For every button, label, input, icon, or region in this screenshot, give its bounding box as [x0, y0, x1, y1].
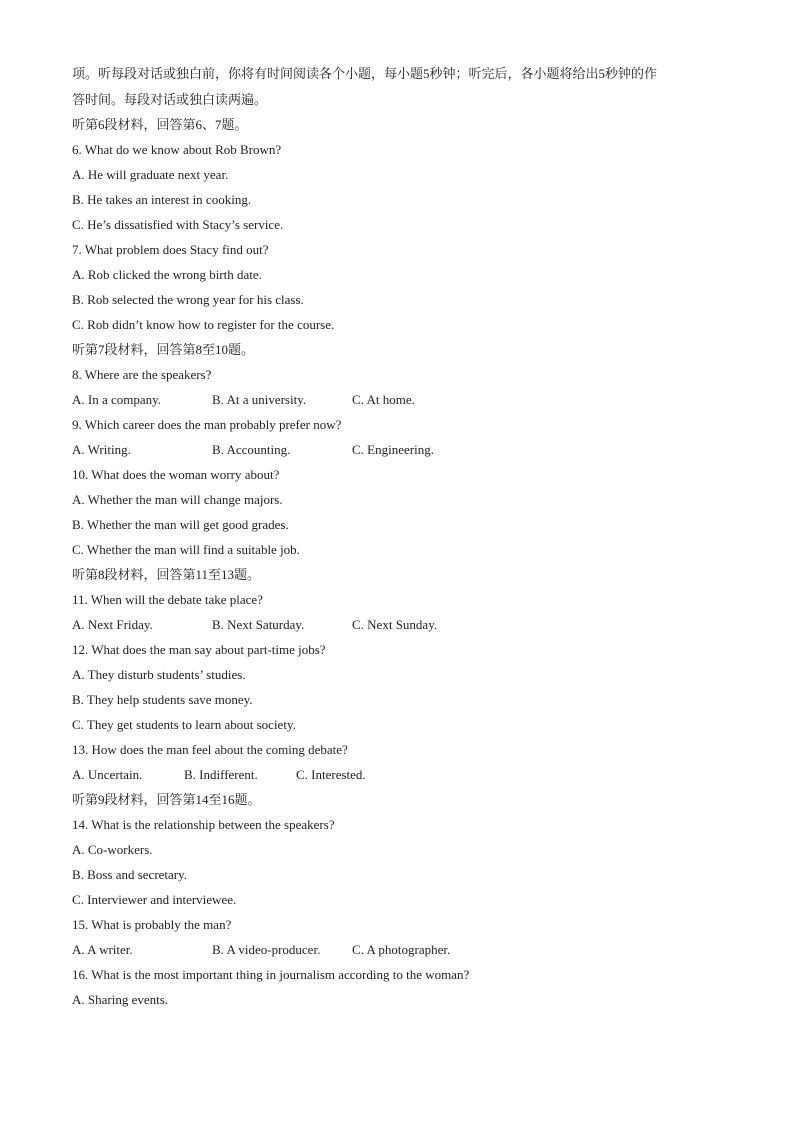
- question-13: 13. How does the man feel about the coming debate?: [72, 742, 348, 757]
- option-6a: A. He will graduate next year.: [72, 167, 229, 182]
- option-7b: B. Rob selected the wrong year for his class.: [72, 292, 304, 307]
- options-8: [72, 387, 732, 412]
- option-11a: A. Next Friday.: [72, 617, 153, 632]
- options-11: [72, 612, 732, 637]
- section-heading-6: 听第6段材料，回答第6、7题。: [72, 117, 248, 132]
- options-15: [72, 937, 732, 962]
- option-9a: A. Writing.: [72, 442, 131, 457]
- options-13: [72, 762, 732, 787]
- option-16a: A. Sharing events.: [72, 992, 169, 1007]
- option-13b: B. Indifferent.: [184, 767, 258, 782]
- option-14c: C. Interviewer and interviewee.: [72, 892, 237, 907]
- option-14b: B. Boss and secretary.: [72, 867, 188, 882]
- option-8b: B. At a university.: [212, 392, 307, 407]
- section-heading-8: 听第8段材料，回答第11至13题。: [72, 567, 261, 582]
- question-6: 6. What do we know about Rob Brown?: [72, 142, 282, 157]
- option-13a: A. Uncertain.: [72, 767, 143, 782]
- instructions-line-1: 项。听每段对话或独白前，你将有时间阅读各个小题，每小题5秒钟；听完后，各小题将给出5秒钟的作: [72, 66, 658, 81]
- option-10c: C. Whether the man will find a suitable job.: [72, 542, 300, 557]
- option-11b: B. Next Saturday.: [212, 617, 305, 632]
- option-14a: A. Co-workers.: [72, 842, 153, 857]
- question-8: 8. Where are the speakers?: [72, 367, 212, 382]
- option-12a: A. They disturb students’ studies.: [72, 667, 246, 682]
- question-10: 10. What does the woman worry about?: [72, 467, 280, 482]
- option-7a: A. Rob clicked the wrong birth date.: [72, 267, 262, 282]
- section-heading-7: 听第7段材料，回答第8至10题。: [72, 342, 255, 357]
- option-7c: C. Rob didn’t know how to register for the course.: [72, 317, 335, 332]
- instructions-line-2: 答时间。每段对话或独白读两遍。: [72, 92, 268, 107]
- option-9b: B. Accounting.: [212, 442, 291, 457]
- question-12: 12. What does the man say about part-time jobs?: [72, 642, 326, 657]
- options-9: [72, 437, 732, 462]
- option-12b: B. They help students save money.: [72, 692, 253, 707]
- option-13c: C. Interested.: [296, 767, 366, 782]
- option-15b: B. A video-producer.: [212, 942, 321, 957]
- question-11: 11. When will the debate take place?: [72, 592, 263, 607]
- option-12c: C. They get students to learn about society.: [72, 717, 296, 732]
- option-9c: C. Engineering.: [352, 442, 434, 457]
- question-9: 9. Which career does the man probably prefer now?: [72, 417, 342, 432]
- option-8c: C. At home.: [352, 392, 415, 407]
- option-11c: C. Next Sunday.: [352, 617, 438, 632]
- option-10b: B. Whether the man will get good grades.: [72, 517, 289, 532]
- option-15a: A. A writer.: [72, 942, 133, 957]
- option-6b: B. He takes an interest in cooking.: [72, 192, 252, 207]
- question-15: 15. What is probably the man?: [72, 917, 232, 932]
- question-7: 7. What problem does Stacy find out?: [72, 242, 269, 257]
- exam-page: [72, 60, 732, 1012]
- option-15c: C. A photographer.: [352, 942, 451, 957]
- option-10a: A. Whether the man will change majors.: [72, 492, 283, 507]
- section-heading-9: 听第9段材料，回答第14至16题。: [72, 792, 261, 807]
- question-14: 14. What is the relationship between the speakers?: [72, 817, 335, 832]
- question-16: 16. What is the most important thing in journalism according to the woman?: [72, 967, 470, 982]
- option-6c: C. He’s dissatisfied with Stacy’s service.: [72, 217, 284, 232]
- option-8a: A. In a company.: [72, 392, 162, 407]
